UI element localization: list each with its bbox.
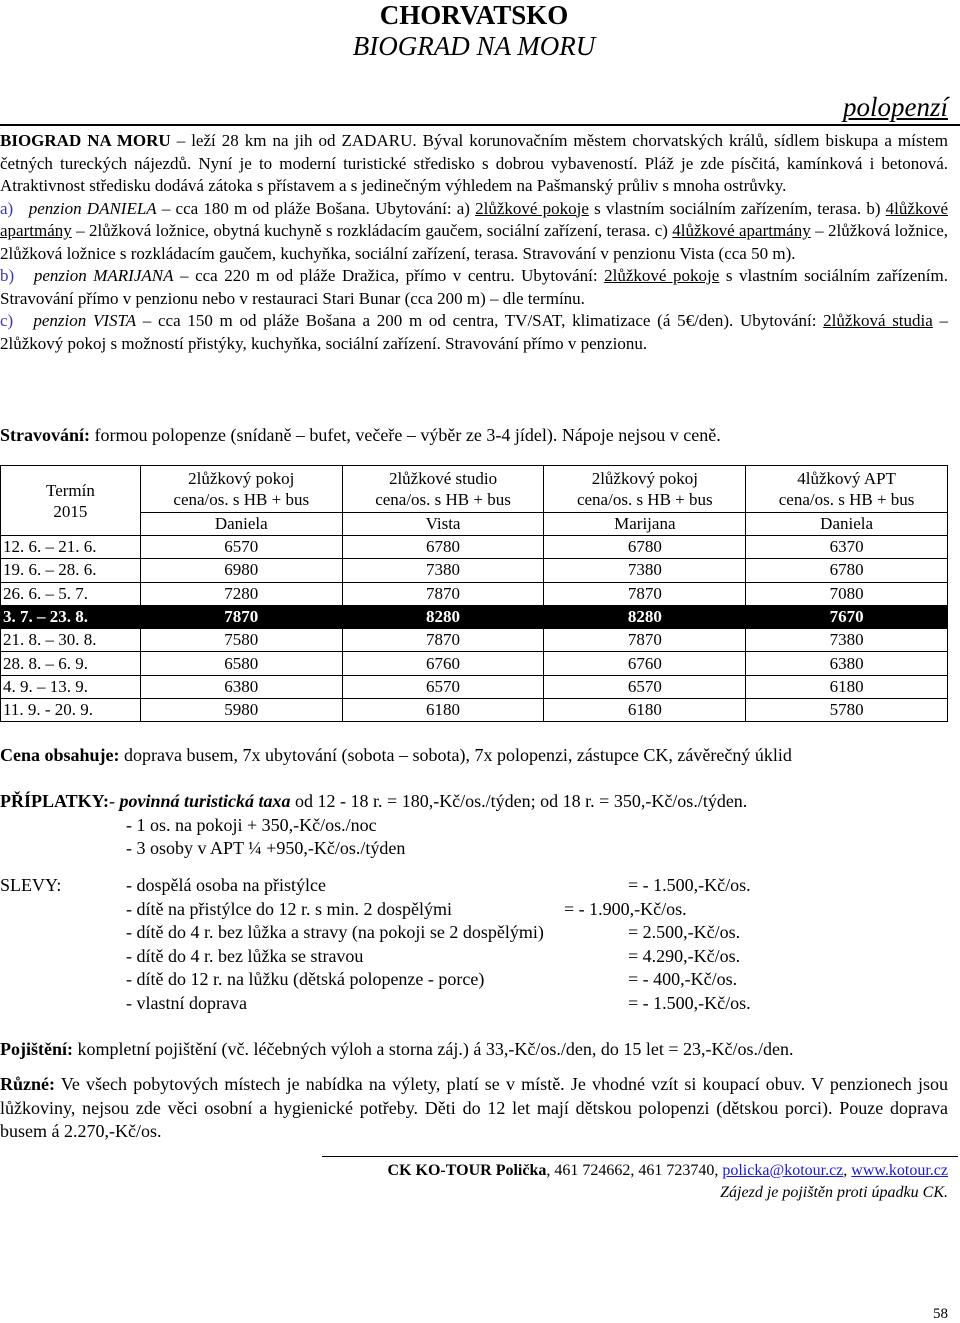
item-label-b: b) <box>0 266 15 285</box>
discount-value: = 2.500,-Kč/os. <box>628 922 741 942</box>
intro-lead: BIOGRAD NA MORU <box>0 131 171 150</box>
c-room-type-1: 2lůžková studia <box>823 311 933 330</box>
price-cell: 7870 <box>140 605 342 628</box>
col-type: 4lůžkový APT <box>797 469 896 488</box>
a-text-2: s vlastním sociálním zařízením, terasa. b) <box>588 198 886 218</box>
term-cell: 19. 6. – 28. 6. <box>1 559 141 582</box>
discount-text: - dospělá osoba na přistýlce <box>126 875 326 895</box>
pension-name-daniela: penzion DANIELA <box>28 198 157 218</box>
surcharge-dash: - <box>109 791 120 811</box>
price-cell: 6780 <box>342 536 544 559</box>
price-cell: 7870 <box>342 582 544 605</box>
header-divider <box>0 124 960 126</box>
destination-description <box>0 130 948 355</box>
discount-row <box>0 945 751 969</box>
insurance-text: kompletní pojištění (vč. léčebných výloh a storna záj.) á 33,-Kč/os./den, do 15 let = 23,-Kč/os./den. <box>72 1039 794 1059</box>
table-row <box>1 629 948 652</box>
agency-phones: , 461 724662, 461 723740, <box>546 1162 723 1179</box>
insurance-label: Pojištění: <box>0 1039 73 1059</box>
col-pension-name: Marijana <box>544 513 746 536</box>
table-row <box>1 536 948 559</box>
discount-row <box>0 968 751 992</box>
price-table <box>0 465 948 722</box>
term-cell: 11. 9. - 20. 9. <box>1 699 141 722</box>
price-cell: 6380 <box>140 675 342 698</box>
surcharge-line-1 <box>0 790 747 814</box>
destination-title: BIOGRAD NA MORU <box>352 31 596 61</box>
b-text-1: – cca 220 m od pláže Dražica, přímo v centru. Ubytování: <box>173 266 605 285</box>
agency-contact <box>388 1160 948 1182</box>
misc-text: Ve všech pobytových místech je nabídka na výlety, platí se v místě. Je vhodné vzít si koupací obuv. V penzionech jsou lůžkoviny, nejsou zde věci osobní a hygienické potřeby. Děti do 12 let mají dětskou polopenzi (dětskou porci). Pouze doprava busem á 2.270,-Kč/os. <box>0 1074 948 1141</box>
term-cell: 21. 8. – 30. 8. <box>1 629 141 652</box>
c-text-2: – 2lůžkový pokoj s možností přistýky, kuchyňka, sociální zařízení. Stravování přímo v penzionu. <box>0 311 949 353</box>
price-cell: 6380 <box>746 652 948 675</box>
agency-email-link[interactable]: policka@kotour.cz <box>722 1162 844 1179</box>
table-row <box>1 699 948 722</box>
price-cell: 7380 <box>342 559 544 582</box>
price-cell: 7280 <box>140 582 342 605</box>
term-cell: 28. 8. – 6. 9. <box>1 652 141 675</box>
price-includes-label: Cena obsahuje: <box>0 745 120 765</box>
a-room-type-3: 4lůžkové apartmány <box>672 221 811 240</box>
discount-text: - vlastní doprava <box>126 992 247 1013</box>
misc-info <box>0 1073 948 1144</box>
table-row <box>1 605 948 628</box>
discount-row <box>0 921 751 945</box>
accommodation-a <box>0 198 948 266</box>
board-type: polopenzí <box>843 92 948 122</box>
price-includes-text: doprava busem, 7x ubytování (sobota – sobota), 7x polopenzi, zástupce CK, závěrečný úklid <box>119 745 792 765</box>
price-cell: 6370 <box>746 536 948 559</box>
price-cell: 6580 <box>140 652 342 675</box>
a-room-type-1: 2lůžkové pokoje <box>475 198 589 218</box>
c-text-1: – cca 150 m od pláže Bošana a 200 m od centra, TV/SAT, klimatizace (á 5€/den). Ubytování: <box>136 311 824 330</box>
term-header <box>1 466 141 536</box>
col-type: 2lůžkový pokoj <box>188 469 295 488</box>
price-cell: 7080 <box>746 582 948 605</box>
price-cell: 8280 <box>342 605 544 628</box>
discount-row <box>0 898 751 922</box>
term-cell: 3. 7. – 23. 8. <box>1 605 141 628</box>
col-header <box>342 466 544 513</box>
b-room-type-1: 2lůžkové pokoje <box>604 266 720 285</box>
col-type: 2lůžkový pokoj <box>591 469 698 488</box>
price-cell: 7380 <box>746 629 948 652</box>
term-cell: 12. 6. – 21. 6. <box>1 536 141 559</box>
price-cell: 6180 <box>342 699 544 722</box>
col-pension-name: Vista <box>342 513 544 536</box>
discount-value: = 4.290,-Kč/os. <box>628 945 741 966</box>
price-cell: 6780 <box>746 559 948 582</box>
table-row <box>1 582 948 605</box>
item-label-a: a) <box>0 198 14 218</box>
pension-name-marijana: penzion MARIJANA <box>33 266 174 285</box>
col-header <box>544 466 746 513</box>
col-price: cena/os. s HB + bus <box>778 490 915 509</box>
agency-web-link[interactable]: www.kotour.cz <box>851 1162 948 1179</box>
insurance <box>0 1038 948 1062</box>
table-row <box>1 652 948 675</box>
discount-row <box>0 992 751 1016</box>
a-text-3: – 2lůžková ložnice, obytná kuchyně s rozkládacím gaučem, sociální zařízení, terasa. c) <box>71 221 673 240</box>
price-includes <box>0 744 792 768</box>
discount-value: = - 400,-Kč/os. <box>628 969 738 989</box>
discount-text: - dítě do 4 r. bez lůžka a stravy (na pokoji se 2 dospělými) <box>126 922 544 942</box>
surcharges-label: PŘÍPLATKY: <box>0 791 110 811</box>
price-cell: 7870 <box>342 629 544 652</box>
price-cell: 6570 <box>544 675 746 698</box>
discount-text: - dítě do 4 r. bez lůžka se stravou <box>126 945 364 966</box>
intro-text: – leží 28 km na jih od ZADARU. Býval korunovačním městem chorvatských králů, sídlem biskupa a místem četných tureckých nájezdů. Nyní je to moderní turistické středisko s dobrou vybaveností. Pláž je zde písčitá, kamínková i betonová. Atraktivnost středisku dodává zátoka s přístavem a s jedinečným výhledem na Pašmanský průliv s mnoha ostrůvky. <box>0 131 948 195</box>
footer-divider <box>322 1156 958 1157</box>
price-cell: 7580 <box>140 629 342 652</box>
term-header-label: Termín <box>46 480 95 500</box>
price-cell: 7870 <box>544 629 746 652</box>
intro-paragraph <box>0 130 948 198</box>
discount-value: = - 1.500,-Kč/os. <box>628 875 751 895</box>
price-cell: 6780 <box>544 536 746 559</box>
price-cell: 7380 <box>544 559 746 582</box>
discount-value: = - 1.500,-Kč/os. <box>628 992 751 1013</box>
col-pension-name: Daniela <box>746 513 948 536</box>
price-cell: 6570 <box>342 675 544 698</box>
b-text-2: s vlastním sociálním zařízením. Stravování přímo v penzionu nebo v restauraci Stari Bunar (cca 200 m) – dle termínu. <box>0 266 949 308</box>
price-cell: 7870 <box>544 582 746 605</box>
table-row <box>1 559 948 582</box>
discount-row <box>0 874 751 898</box>
discount-value: = - 1.900,-Kč/os. <box>564 898 687 919</box>
col-price: cena/os. s HB + bus <box>375 490 511 509</box>
discounts-label: SLEVY: <box>0 875 62 895</box>
accommodation-c <box>0 310 948 355</box>
col-header <box>746 466 948 513</box>
price-cell: 6980 <box>140 559 342 582</box>
page-number: 58 <box>933 1306 948 1322</box>
table-row <box>1 675 948 698</box>
price-cell: 5780 <box>746 699 948 722</box>
price-cell: 6570 <box>140 536 342 559</box>
insurance-note: Zájezd je pojištěn proti úpadku CK. <box>720 1184 948 1201</box>
price-cell: 6760 <box>342 652 544 675</box>
meals-label: Stravování: <box>0 425 90 445</box>
col-price: cena/os. s HB + bus <box>173 490 310 509</box>
agency-footer <box>388 1160 948 1204</box>
col-header <box>140 466 342 513</box>
contact-separator: , <box>843 1162 852 1179</box>
a-text-4: – 2lůžková ložnice, 2lůžková ložnice s rozkládacím gaučem, kuchyňka, sociální zařízení, terasa. Stravování v penzionu Vista (cca 50 m). <box>0 221 948 263</box>
table-header-row <box>1 466 948 513</box>
price-cell: 7670 <box>746 605 948 628</box>
col-price: cena/os. s HB + bus <box>576 490 713 509</box>
surcharge-line-2: - 1 os. na pokoji + 350,-Kč/os./noc <box>126 814 377 835</box>
meals-text: formou polopenze (snídaně – bufet, večeře – výběr ze 3-4 jídel). Nápoje nejsou v ceně. <box>90 425 721 445</box>
pension-name-vista: penzion VISTA <box>33 311 137 330</box>
a-room-type-2: 4lůžkové apartmány <box>0 198 948 240</box>
misc-label: Různé: <box>0 1074 55 1094</box>
item-label-c: c) <box>0 311 14 330</box>
price-cell: 6180 <box>544 699 746 722</box>
term-header-year: 2015 <box>53 501 88 521</box>
price-cell: 6760 <box>544 652 746 675</box>
term-cell: 26. 6. – 5. 7. <box>1 582 141 605</box>
agency-name: CK KO-TOUR Polička <box>387 1162 547 1179</box>
surcharges <box>0 790 747 861</box>
col-pension-name: Daniela <box>140 513 342 536</box>
country-title: CHORVATSKO <box>379 0 569 30</box>
tourist-tax-text: od 12 - 18 r. = 180,-Kč/os./týden; od 18 r. = 350,-Kč/os./týden. <box>290 791 748 811</box>
term-cell: 4. 9. – 13. 9. <box>1 675 141 698</box>
discount-text: - dítě do 12 r. na lůžku (dětská polopenze - porce) <box>126 969 485 989</box>
surcharge-line-3: - 3 osoby v APT ¼ +950,-Kč/os./týden <box>126 838 406 858</box>
accommodation-b <box>0 265 948 310</box>
discounts <box>0 874 751 1015</box>
discount-text: - dítě na přistýlce do 12 r. s min. 2 dospělými <box>126 898 452 919</box>
price-cell: 5980 <box>140 699 342 722</box>
price-cell: 6180 <box>746 675 948 698</box>
col-type: 2lůžkové studio <box>388 469 498 488</box>
meals-info <box>0 424 721 446</box>
pension-names-row <box>1 513 948 536</box>
a-text-1: – cca 180 m od pláže Bošana. Ubytování: a) <box>156 198 476 218</box>
price-cell: 8280 <box>544 605 746 628</box>
tourist-tax-label: povinná turistická taxa <box>119 791 291 811</box>
